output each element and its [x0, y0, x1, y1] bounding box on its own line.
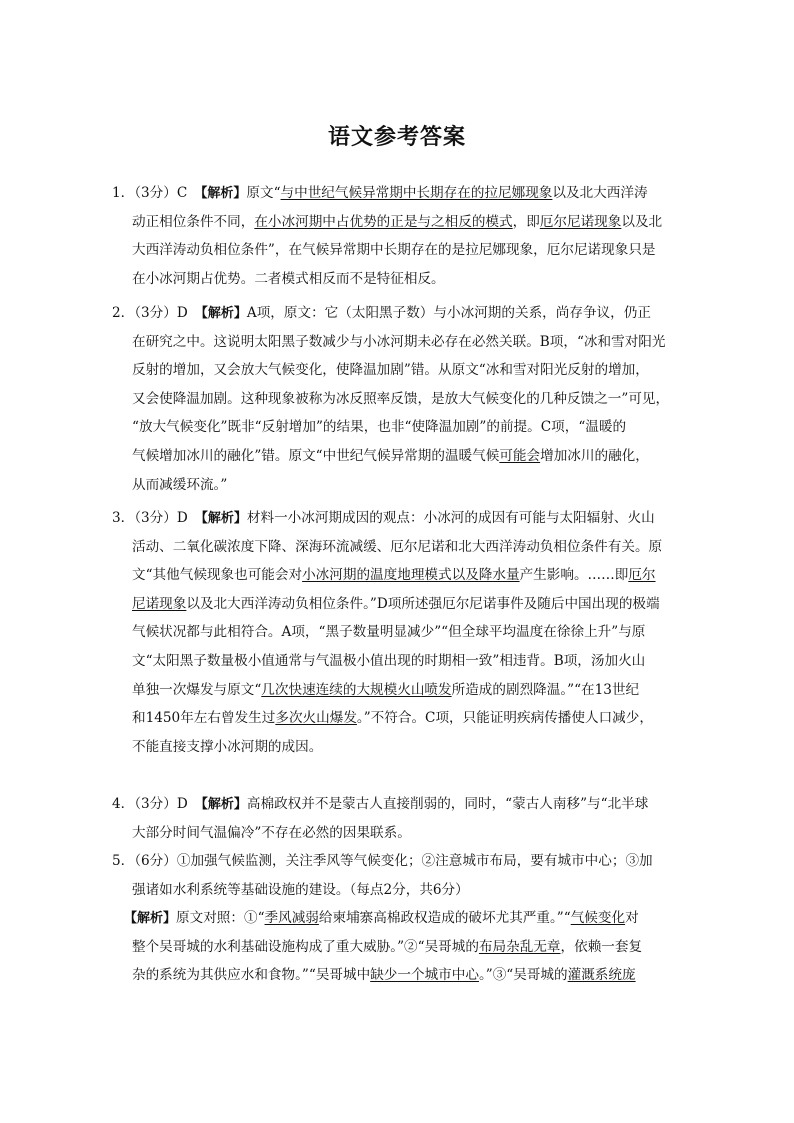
- answer-line: [132, 880, 469, 900]
- underlined-text: 季风减弱: [264, 910, 319, 926]
- answer-line: [132, 680, 639, 700]
- answer-line: [132, 475, 227, 495]
- text-segment: 气候增加冰川的融化”错。原文“中世纪气候异常期的温暖气候: [132, 448, 500, 464]
- text-segment: 以及北大西洋涛: [552, 185, 648, 201]
- text-segment: 反射的增加，又会放大气候变化，使降温加剧”错。从原文“冰和雪对阳光反射的增加，: [132, 362, 649, 378]
- answer-line: [132, 594, 660, 614]
- underlined-text: 小冰河期的温度地理模式以及降水量: [302, 567, 520, 583]
- underlined-text: 气候变化: [570, 910, 626, 926]
- text-segment: 大西洋涛动负相位条件”，在气候异常期中长期存在的是拉尼娜现象，厄尔尼诺现象只是: [132, 242, 656, 258]
- underlined-text: 几次快速连续的大规模火山喷发: [261, 682, 452, 698]
- answer-line: [132, 651, 645, 671]
- answer-line: [132, 417, 626, 437]
- underlined-text: 厄尔尼诺现象: [539, 214, 622, 230]
- text-segment: 在小冰河期占优势。二者模式相反而不是特征相反。: [132, 271, 445, 287]
- text-segment: 所造成的剧烈降温。”“在13世纪: [451, 682, 640, 698]
- text-segment: 5．（6分）①加强气候监测，关注季风等气候变化；②注意城市布局，要有城市中心；③加: [112, 853, 653, 869]
- text-segment: 4．（3分）D: [112, 796, 202, 812]
- answer-line: [112, 851, 653, 871]
- text-segment: ，依赖一套复: [560, 939, 643, 955]
- text-segment: 在研究之中。这说明太阳黑子数减少与小冰河期未必存在必然关联。B项，“冰和雪对阳光: [132, 334, 666, 350]
- answer-line: [132, 212, 662, 232]
- answer-line: [132, 937, 642, 957]
- answer-line: [132, 823, 411, 843]
- underlined-text: 与中世纪气候异常期中长期存在的拉尼娜现象: [280, 185, 553, 201]
- text-segment: 从而减缓环流。”: [132, 477, 228, 493]
- answer-line: [132, 360, 649, 380]
- text-segment: 产生影响。……即: [519, 567, 629, 583]
- text-segment: 。”③“吴哥城的: [478, 967, 568, 983]
- analysis-tag: 【解析】: [201, 306, 247, 321]
- answer-line: [132, 965, 636, 985]
- text-segment: 活动、二氧化碳浓度下降、深海环流减缓、厄尔尼诺和北大西洋涛动负相位条件有关。原: [132, 539, 663, 555]
- text-segment: 材料一小冰河期成因的观点：小冰河的成因有可能与太阳辐射、火山: [246, 510, 655, 526]
- text-segment: 又会使降温加剧。这种现象被称为冰反照率反馈，是放大气候变化的几种反馈之一”可见，: [132, 391, 670, 407]
- text-segment: 给柬埔寨高棉政权造成的破坏尤其严重。”“: [318, 910, 571, 926]
- text-segment: 强诸如水利系统等基础设施的建设。（每点2分，共6分）: [132, 882, 469, 898]
- underlined-text: 灌溉系统庞: [567, 967, 636, 983]
- answer-line: [112, 183, 648, 204]
- text-segment: 对: [625, 910, 639, 926]
- answer-line: [112, 303, 651, 324]
- text-segment: 。”不符合。C项，只能证明疾病传播使人口减少，: [356, 710, 653, 726]
- text-segment: 杂的系统为其供应水和食物。”“吴哥城中: [132, 967, 371, 983]
- text-segment: 文“太阳黑子数量极小值通常与气温极小值出现的时期相一致”相违背。B项，汤加火山: [132, 653, 646, 669]
- text-segment: “放大气候变化”既非“反射增加”的结果，也非“使降温加剧”的前提。C项，“温暖的: [132, 419, 627, 435]
- text-segment: 1．（3分）C: [112, 185, 201, 201]
- underlined-text: 缺少一个城市中心: [370, 967, 479, 983]
- text-segment: 整个吴哥城的水利基础设施构成了重大威胁。”②“吴哥城的: [132, 939, 479, 955]
- text-segment: 不能直接支撑小冰河期的成因。: [132, 739, 323, 755]
- text-segment: 以及北: [621, 214, 663, 230]
- underlined-text: 在小冰河期中占优势的正是与之相反的模式: [254, 214, 513, 230]
- text-segment: 增加冰川的融化，: [540, 448, 649, 464]
- text-segment: A项，原文：它（太阳黑子数）与小冰河期的关系，尚存争议，仍正: [246, 305, 651, 321]
- text-segment: 原文“: [246, 185, 281, 201]
- answer-line: [132, 446, 649, 466]
- text-segment: 3．（3分）D: [112, 510, 202, 526]
- text-segment: 大部分时间气温偏冷”不存在必然的因果联系。: [132, 825, 411, 841]
- underlined-text: 布局杂乱无章: [478, 939, 561, 955]
- answer-line: [112, 508, 655, 529]
- text-segment: 和1450年左右曾发生过: [132, 710, 276, 726]
- text-segment: 动正相位条件不同，: [132, 214, 255, 230]
- text-segment: 气候状况都与此相符合。A项，“黑子数量明显减少”“但全球平均温度在徐徐上升”与原: [132, 624, 646, 640]
- underlined-text: 多次火山爆发: [275, 710, 357, 726]
- underlined-text: 尼诺现象: [132, 596, 187, 612]
- answer-line: [132, 622, 645, 642]
- text-segment: 文“其他气候现象也可能会对: [132, 567, 303, 583]
- text-segment: 单独一次爆发与原文“: [132, 682, 262, 698]
- analysis-tag: 【解析】: [200, 186, 247, 201]
- underlined-text: 厄尔: [628, 567, 656, 583]
- text-segment: 原文对照：①“: [176, 910, 265, 926]
- underlined-text: 可能会: [499, 448, 541, 464]
- answer-line: [132, 737, 322, 757]
- answer-line: [132, 332, 666, 352]
- answer-line: [132, 565, 656, 585]
- text-segment: 以及北大西洋涛动负相位条件。”D项所述强厄尔尼诺事件及随后中国出现的极端: [186, 596, 660, 612]
- page-title: 语文参考答案: [327, 125, 466, 150]
- analysis-tag: 【解析】: [124, 911, 177, 926]
- answer-line: [132, 269, 445, 289]
- analysis-tag: 【解析】: [201, 511, 247, 526]
- answer-line: [124, 908, 639, 929]
- answer-line: [132, 389, 669, 409]
- answer-line: [132, 240, 656, 260]
- answer-line: [112, 794, 648, 815]
- text-segment: ，即: [512, 214, 540, 230]
- text-segment: 2．（3分）D: [112, 305, 202, 321]
- answer-line: [132, 708, 653, 728]
- answer-line: [132, 537, 662, 557]
- text-segment: 高棉政权并不是蒙古人直接削弱的，同时，“蒙古人南移”与“北半球: [246, 796, 649, 812]
- analysis-tag: 【解析】: [201, 797, 247, 812]
